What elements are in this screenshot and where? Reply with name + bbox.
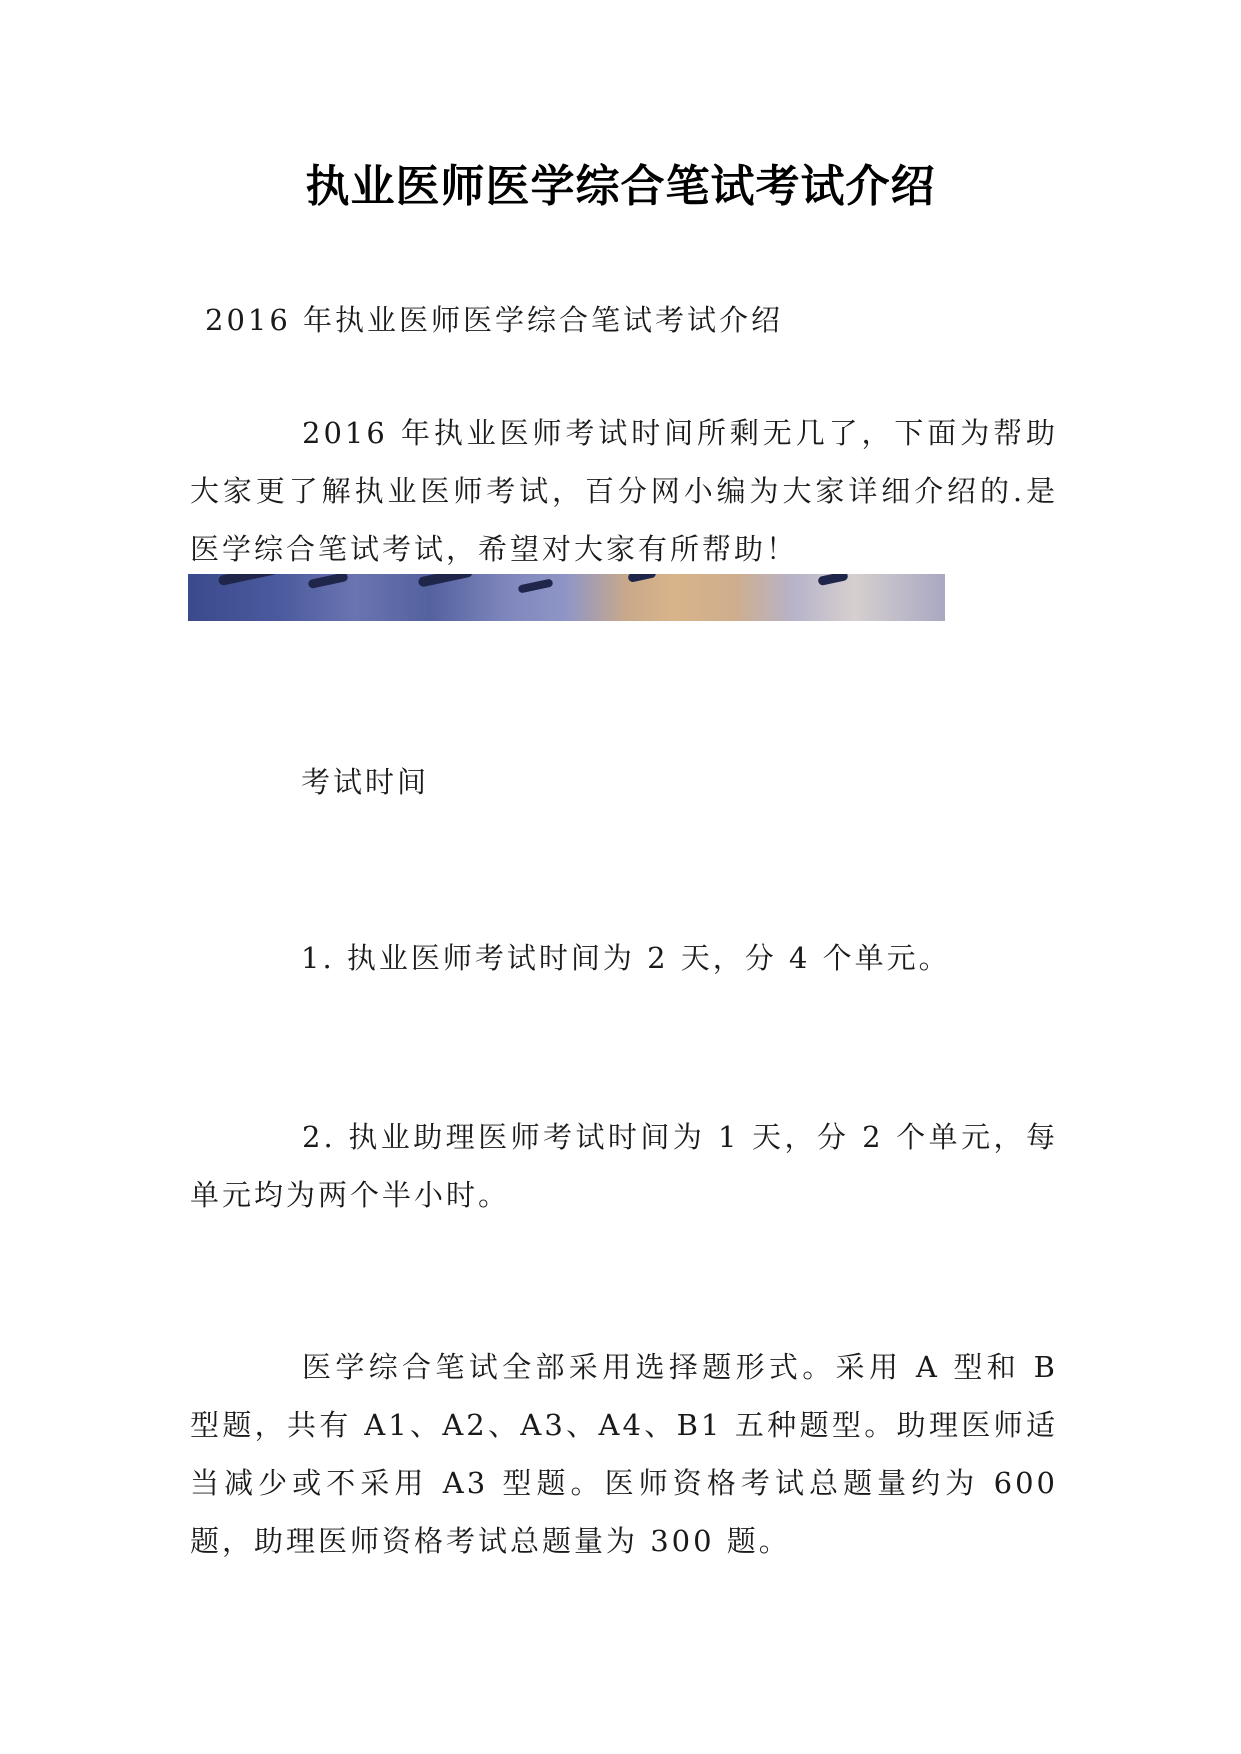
list-item-2: 2. 执业助理医师考试时间为 1 天，分 2 个单元，每单元均为两个半小时。	[190, 1120, 1058, 1212]
section-heading-exam-time: 考试时间	[301, 765, 430, 799]
question-format-paragraph: 医学综合笔试全部采用选择题形式。采用 A 型和 B 型题，共有 A1、A2、A3、A4、B1 五种题型。助理医师适当减少或不采用 A3 型题。医师资格考试总题量约为 600 题，助理医师资格考试总题量为 300 题。	[190, 1350, 1058, 1558]
document-subtitle: 2016 年执业医师医学综合笔试考试介绍	[205, 303, 784, 337]
photo-strip	[188, 574, 945, 621]
list-item-1: 1. 执业医师考试时间为 2 天，分 4 个单元。	[301, 941, 951, 975]
intro-paragraph: 2016 年执业医师考试时间所剩无几了，下面为帮助大家更了解执业医师考试，百分网小编为大家详细介绍的.是医学综合笔试考试，希望对大家有所帮助！	[190, 416, 1058, 566]
document-title: 执业医师医学综合笔试考试介绍	[305, 161, 936, 212]
